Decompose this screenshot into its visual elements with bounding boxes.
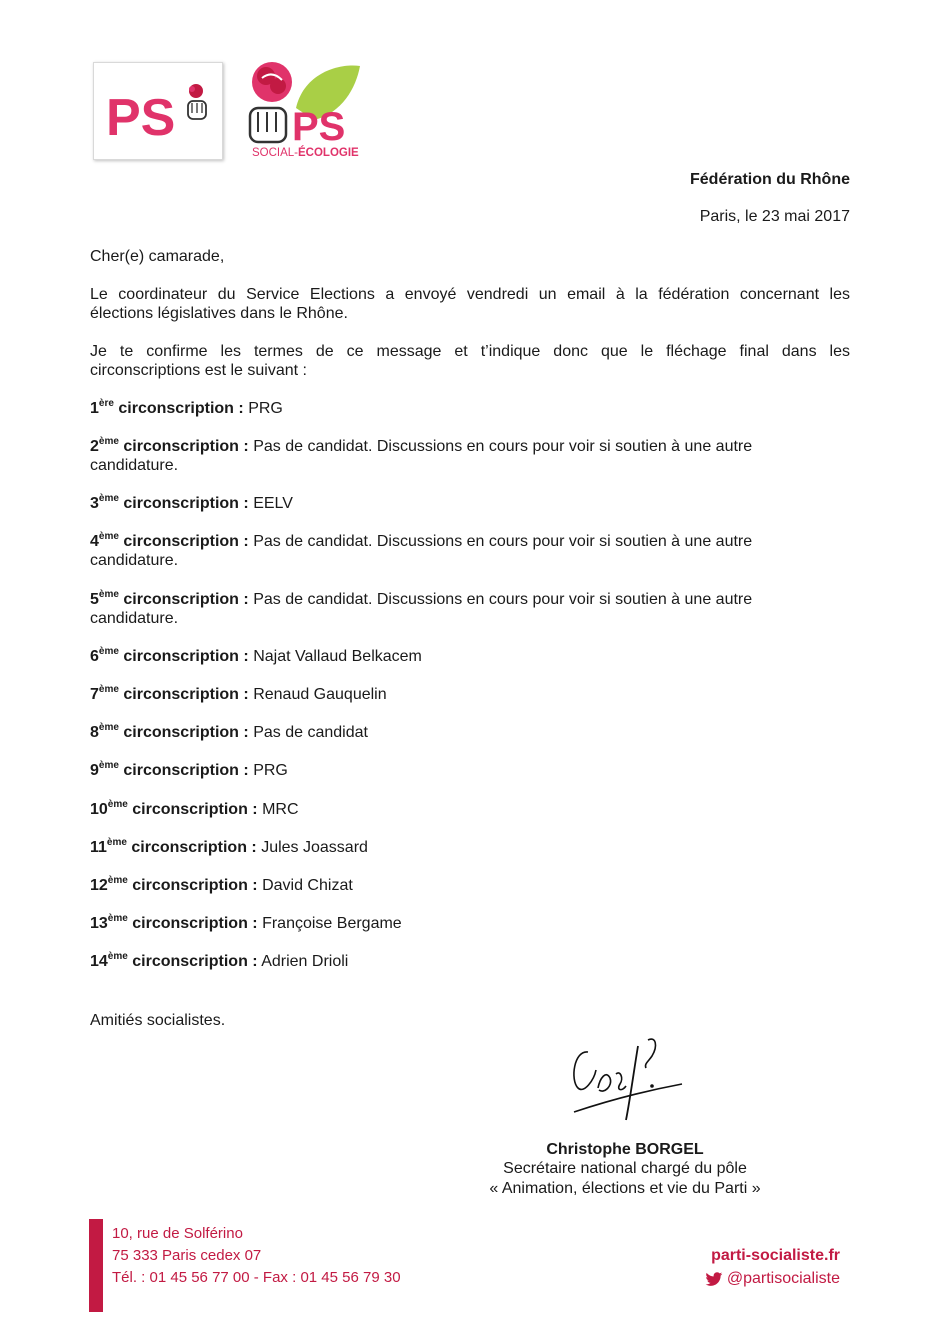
footer-address-line-2: 75 333 Paris cedex 07 bbox=[112, 1247, 262, 1264]
ps-logo2-text: PS bbox=[292, 105, 346, 149]
list-item: 8ème circonscription : Pas de candidat bbox=[90, 722, 368, 741]
closing: Amitiés socialistes. bbox=[90, 1012, 226, 1029]
list-item: 1ère circonscription : PRG bbox=[90, 398, 283, 417]
list-item: 4ème circonscription : Pas de candidat. Discussions en cours pour voir si soutien à une autre candidature. bbox=[90, 531, 753, 569]
fist-rose-icon bbox=[188, 84, 206, 119]
ps-social-ecologie-graphic bbox=[244, 58, 374, 162]
list-item: 7ème circonscription : Renaud Gauquelin bbox=[90, 684, 387, 703]
twitter-handle: @partisocialiste bbox=[726, 1270, 840, 1287]
ps-social-ecologie-logo bbox=[244, 58, 374, 162]
twitter-bird-icon bbox=[705, 1272, 723, 1287]
signatory-role-line-2: « Animation, élections et vie du Parti » bbox=[489, 1180, 761, 1197]
paragraph-2 bbox=[90, 342, 850, 380]
list-item: 5ème circonscription : Pas de candidat. Discussions en cours pour voir si soutien à une autre candidature. bbox=[90, 589, 753, 627]
fist-icon bbox=[250, 108, 286, 142]
ps-logo-text: PS bbox=[106, 89, 176, 147]
federation-name: Fédération du Rhône bbox=[690, 171, 850, 188]
logo2-subtitle: SOCIAL-ÉCOLOGIE bbox=[252, 147, 359, 159]
list-item: 9ème circonscription : PRG bbox=[90, 760, 288, 779]
paragraph-2-line-1: Je te confirme les termes de ce message et t’indique donc que le fléchage final dans les bbox=[90, 343, 850, 360]
signatory-role-line-1: Secrétaire national chargé du pôle bbox=[503, 1160, 747, 1177]
letter-date: Paris, le 23 mai 2017 bbox=[699, 208, 850, 225]
paragraph-1-line-1: Le coordinateur du Service Elections a envoyé vendredi un email à la fédération concernant les bbox=[90, 286, 850, 303]
list-item: 13ème circonscription : Françoise Bergame bbox=[90, 913, 402, 932]
ps-logo-graphic bbox=[94, 63, 222, 159]
rose-icon bbox=[252, 62, 292, 102]
footer-phone-fax: Tél. : 01 45 56 77 00 - Fax : 01 45 56 79 30 bbox=[112, 1269, 401, 1286]
footer-twitter-link[interactable] bbox=[705, 1270, 840, 1288]
list-item: 12ème circonscription : David Chizat bbox=[90, 875, 353, 894]
paragraph-1-line-2: élections législatives dans le Rhône. bbox=[90, 305, 348, 322]
paragraph-1 bbox=[90, 285, 850, 323]
footer-accent-bar bbox=[89, 1219, 103, 1312]
paragraph-2-line-2: circonscriptions est le suivant : bbox=[90, 362, 307, 379]
signature-graphic bbox=[470, 1030, 770, 1130]
footer-address-line-1: 10, rue de Solférino bbox=[112, 1225, 243, 1242]
greeting: Cher(e) camarade, bbox=[90, 248, 225, 265]
ps-logo bbox=[93, 62, 223, 160]
list-item: 3ème circonscription : EELV bbox=[90, 493, 293, 512]
list-item: 6ème circonscription : Najat Vallaud Belkacem bbox=[90, 646, 422, 665]
handwritten-signature bbox=[470, 1030, 770, 1130]
list-item: 10ème circonscription : MRC bbox=[90, 799, 299, 818]
footer-website-link[interactable]: parti-socialiste.fr bbox=[711, 1247, 840, 1264]
signatory-name: Christophe BORGEL bbox=[546, 1141, 704, 1158]
list-item: 14ème circonscription : Adrien Drioli bbox=[90, 951, 349, 970]
list-item: 2ème circonscription : Pas de candidat. Discussions en cours pour voir si soutien à une autre candidature. bbox=[90, 436, 753, 474]
list-item: 11ème circonscription : Jules Joassard bbox=[90, 837, 368, 856]
